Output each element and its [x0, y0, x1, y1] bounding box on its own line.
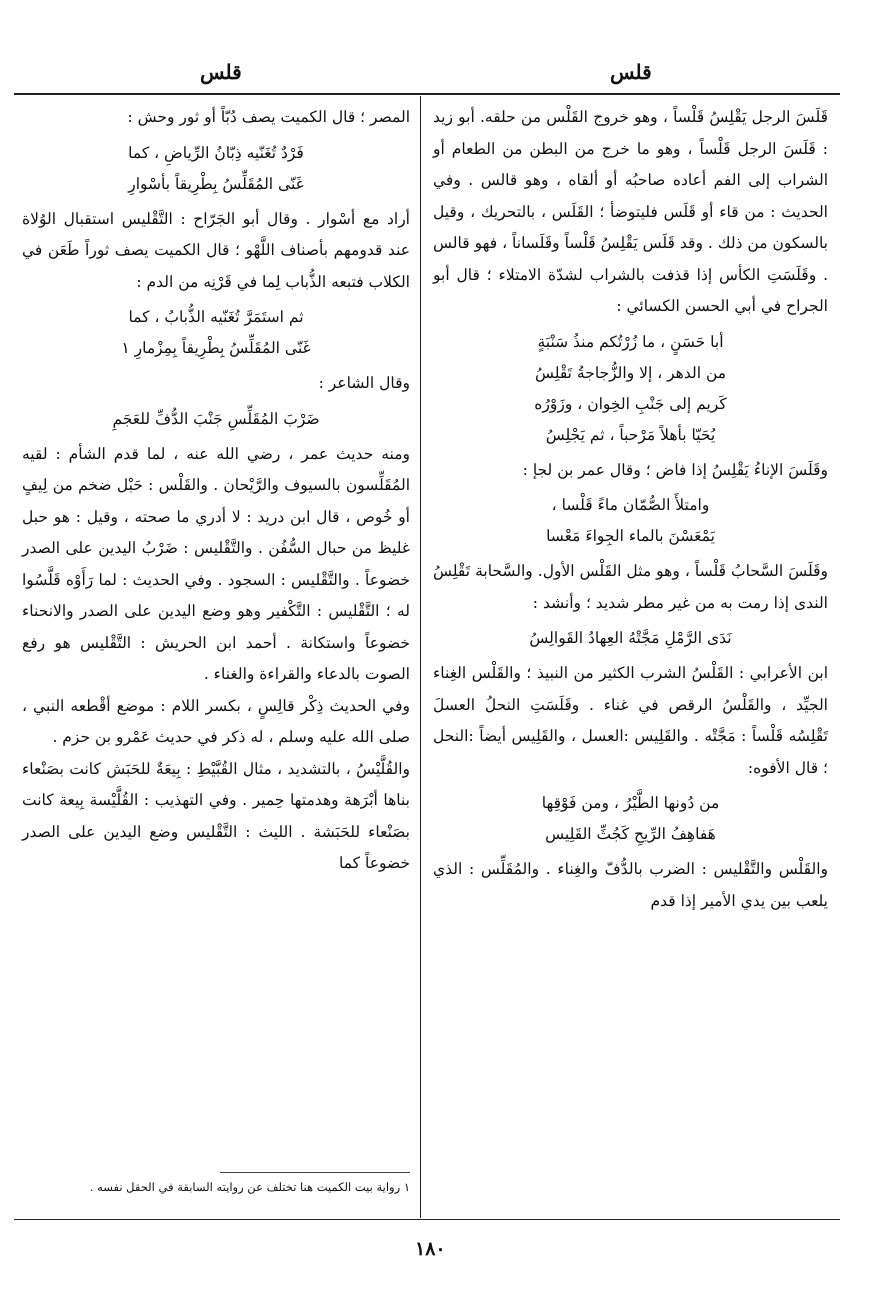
left-column [22, 102, 410, 880]
footnote-rule [220, 1172, 410, 1173]
page-number: ١٨٠ [415, 1238, 446, 1260]
verse [433, 788, 828, 850]
paragraph: وقال الشاعر : [318, 374, 410, 392]
verse-line: من الدهر ، إلا والزُّجاجةُ تَقْلِسُ [534, 363, 727, 382]
verse-line: غَنّى المُقَلِّسُ بِطْرِيقاً بِمِزْمارِ ١ [121, 339, 311, 357]
verse [22, 404, 410, 435]
verse-line: ثم استَمَرَّ تُغَنّيه الذُّبابُ ، كما [128, 308, 304, 326]
verse [433, 490, 828, 552]
verse-line: يُحَيّا بأهلاً مَرْحباً ، ثم يَجْلِسُ [545, 425, 716, 444]
verse [433, 327, 828, 451]
paragraph: وقَلَسَ السَّحابُ قَلْساً ، وهو مثل القَلْس الأول. والسَّحابة تَقْلِسُ الندى إذا رمت به من غير مطر شديد ؛ وأنشد : [433, 562, 828, 612]
column-separator [420, 96, 421, 1218]
verse-line: ضَرْبَ المُقَلِّسِ جَنْبَ الدُّفِّ للعَجَمِ [112, 409, 320, 428]
paragraph: ابن الأعرابي : القَلْسُ الشرب الكثير من النبيذ ؛ والقَلْس الغِناء الجيِّد ، والقَلْسُ الرقص في غناء . وقَلَسَتِ النحلُ العسلَ تَقْلِسُه قَلْساً : مَجَّتْه . والقَلِيس :العسل ، والقَلِيس أيضاً :النحل ؛ قال الأفوه: [433, 664, 828, 777]
footnote: ١ رواية بيت الكميت هنا تختلف عن روايته السابقة في الحقل نفسه . [89, 1180, 410, 1194]
paragraph: ومنه حديث عمر ، رضي الله عنه ، لما قدم الشأم : لقيه المُقَلِّسون بالسيوف والرَّيْحان . والقَلْس : حَبْل ضخم من لِيفٍ أو خُوص ، قال ابن دريد : لا أدري ما صحته ، وقيل : هو حبل غليظ من حبال السُّفُن . والتَّقْليس : ضَرْبُ اليدين على الصدر خضوعاً . والتَّقْليس : السجود . وفي الحديث : لما رَأَوْه قَلَّسُوا له ؛ التَّقْليس : التَّكْفير وهو وضع اليدين على الصدر والانحناء خضوعاً واستكانة . أحمد ابن الحريش : التَّقْليس هو رفع الصوت بالدعاء والقراءة والغناء . [22, 444, 410, 683]
verse-line: من دُونها الطَّيْرُ ، ومن فَوْقِها [541, 794, 720, 812]
verse [433, 623, 828, 654]
verse-line: هَفاهِفُ الرِّيحِ كَجُثِّ القَلِيس [545, 825, 716, 843]
verse-line: نَدَى الرَّمْلِ مَجَّتْهُ العِهادُ القَوالِسُ [529, 629, 732, 647]
verse [22, 138, 410, 200]
header-rule [14, 93, 840, 95]
paragraph: والقَلْس والتَّقْليس : الضرب بالدُّفّ والغِناء . والمُقَلِّس : الذي يلعب بين يدي الأمير إذا قدم [433, 860, 828, 910]
verse-line: غَنّى المُقَلِّسُ بِطْرِيقاً بأسْوارِ [128, 174, 304, 193]
paragraph: أراد مع أسْوار . وقال أبو الجَرّاح : التَّقْليس استقبال الوُلاة عند قدومهم بأصناف اللَّهْو ؛ قال الكميت يصف ثوراً طَعَن في الكلاب فتبعه الذُّباب لِما في قَرْنِه من الدم : [22, 209, 410, 291]
verse-line: وامتلأَ الصُّمّان ماءً قَلْسا ، [551, 496, 710, 514]
right-header-title: قلس [610, 60, 652, 84]
left-header-title: قلس [200, 60, 242, 84]
right-column [433, 102, 828, 917]
paragraph: وفي الحديث ذِكْر قالِسٍ ، بكسر اللام : موضع أقْطعه النبي ، صلى الله عليه وسلم ، له ذكر في حديث عَمْرو بن حزم . [22, 696, 410, 746]
footer-rule [14, 1219, 840, 1220]
paragraph: والقُلَّيْسُ ، بالتشديد ، مثال القُبَّيْطِ : بِيعَةٌ للحَبَش كانت بصَنْعاء بناها أبْرَهة وهدمتها حِمير . وفي التهذيب : القُلَّيْسة بِيعة كانت بصَنْعاء للحَبَشة . الليث : التَّقْليس وضع اليدين على الصدر خضوعاً كما [22, 759, 410, 872]
verse-line: كَريم إلى جَنْبِ الخِوان ، وزَوْرُه [534, 394, 727, 413]
paragraph: وقَلَسَ الإناءُ يَقْلِسُ إذا فاض ؛ وقال عمر بن لجإ : [522, 460, 828, 479]
paragraph: المصر ؛ قال الكميت يصف دُبّاً أو ثور وحش : [127, 108, 410, 126]
verse-line: أبا حَسَنٍ ، ما زُرْتُكم منذُ سَنْبَةٍ [537, 332, 724, 351]
verse-line: فَرْدٌ تُغَنّيه ذِبّانُ الرِّياضِ ، كما [128, 143, 304, 162]
verse [22, 302, 410, 364]
verse-line: يَمْعَسْنَ بالماء الجِواءَ مَعْسا [546, 527, 715, 545]
paragraph: قَلَسَ الرجل يَقْلِسُ قَلْساً ، وهو خروج القَلْس من حلقه. أبو زيد : قَلَسَ الرجل قَلْساً ، وهو ما خرج من البطن من الطعام أو الشراب إلى الفم أعاده صاحبُه أو ألقاه ، وهو قالس . وفي الحديث : من قاء أو قَلَس فليتوضأ ؛ القَلَس ، بالتحريك ، وقيل بالسكون من ذلك . وقد قَلَس يَقْلِسُ قَلْساً وقَلَساناً ، فهو قالس . وقَلَسَتِ الكأس إذا قذفت بالشراب لشدّة الامتلاء ؛ قال أبو الجراح في أبي الحسن الكسائي : [433, 108, 828, 315]
